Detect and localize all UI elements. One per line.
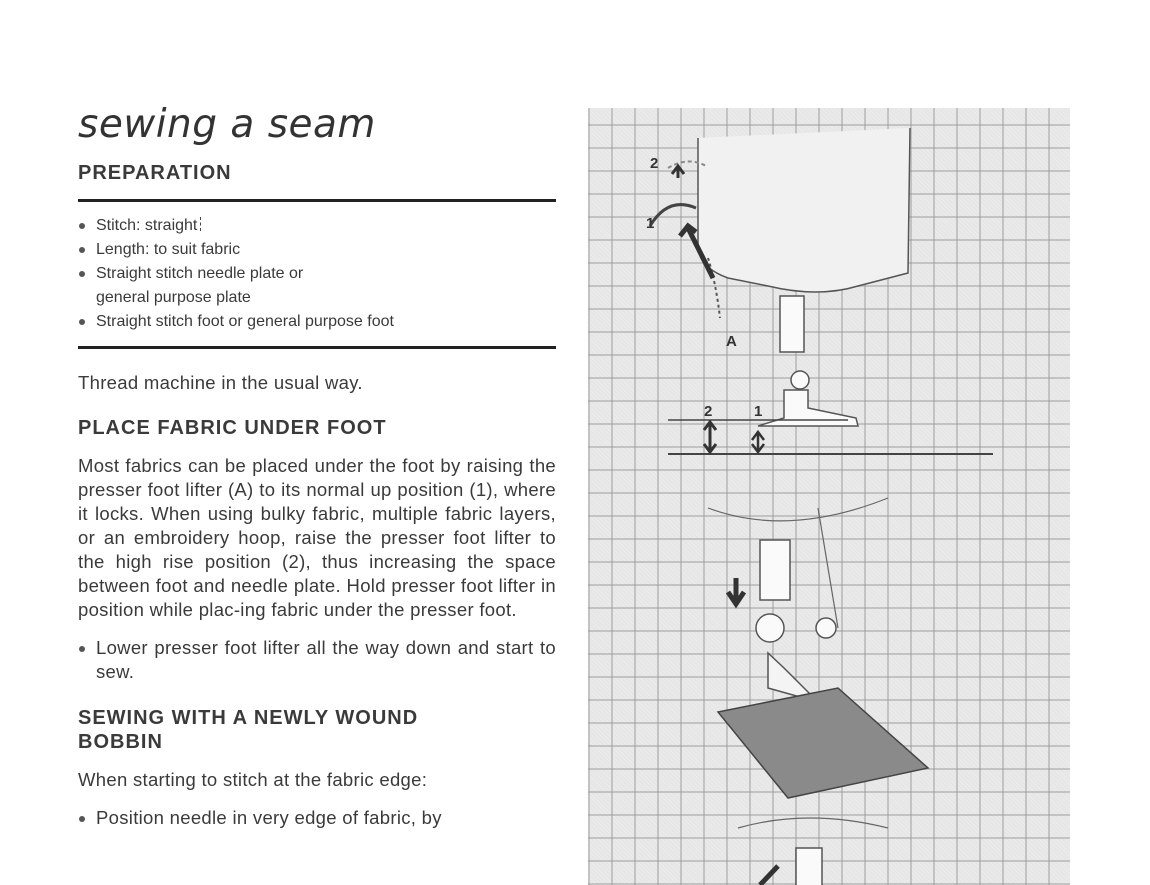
needle-bar-2 (760, 540, 790, 600)
bullet-icon (79, 271, 85, 277)
newly-wound-intro: When starting to stitch at the fabric edge: (78, 769, 428, 790)
arrow-icon (760, 866, 778, 885)
bullet-icon (79, 223, 85, 229)
list-item: Stitch: straight (78, 214, 556, 238)
list-item: Straight stitch needle plate or (78, 262, 556, 286)
place-fabric-body: Most fabrics can be placed under the foot by raising the presser foot lifter (A) to its normal up position (1), where it locks. When using bulky fabric, multiple fabric layers, or an embroidery hoop, raise the presser foot lifter to the high rise position (2), thus increasing the space between foot and needle plate. Hold presser foot lifter in position while plac-ing fabric under the presser foot. (78, 455, 556, 620)
bullet-icon (79, 816, 85, 822)
preparation-list (78, 214, 556, 334)
gap-arrow-2-icon (704, 422, 716, 452)
list-item: Straight stitch foot or general purpose foot (78, 310, 556, 334)
label-2-gap: 2 (704, 403, 713, 420)
bottom-divider (78, 346, 556, 349)
bullet-icon (79, 319, 85, 325)
lower-lifter-bullet: Lower presser foot lifter all the way down and start to sew. (78, 636, 556, 684)
fabric-piece (718, 688, 928, 798)
down-arrow-icon (728, 578, 744, 604)
presser-foot-illustration (588, 108, 1070, 885)
up-arrow-icon (672, 166, 684, 178)
thread-instruction: Thread machine in the usual way. (78, 372, 363, 393)
bullet-icon (79, 247, 85, 253)
page-title: sewing a seam (78, 102, 376, 147)
machine-outline-3 (738, 818, 888, 828)
place-fabric-heading: PLACE FABRIC UNDER FOOT (78, 417, 387, 439)
list-item: Length: to suit fabric (78, 238, 556, 262)
newly-wound-heading: SEWING WITH A NEWLY WOUND BOBBIN (78, 707, 419, 753)
list-item-continuation: general purpose plate (96, 289, 251, 306)
needle-bar (780, 296, 804, 352)
machine-outline-2 (708, 498, 888, 628)
needle-bar-3 (796, 848, 822, 885)
bullet-icon (79, 646, 85, 652)
cursor-mark (200, 217, 203, 231)
text-column (78, 96, 556, 830)
label-a: A (726, 333, 737, 350)
preparation-heading: PREPARATION (78, 162, 232, 184)
label-1-top: 1 (646, 215, 655, 232)
gap-arrow-1-icon (752, 432, 764, 452)
foot-screw (791, 371, 809, 389)
illustration-panel (588, 108, 1070, 885)
tension-knob (756, 614, 784, 642)
label-2-top: 2 (650, 155, 659, 172)
top-divider (78, 199, 556, 202)
machine-head (698, 128, 910, 292)
lifter-lever (650, 205, 696, 226)
foot-screw-2 (816, 618, 836, 638)
position-needle-bullet: Position needle in very edge of fabric, by (78, 806, 556, 830)
label-1-gap: 1 (754, 403, 763, 420)
